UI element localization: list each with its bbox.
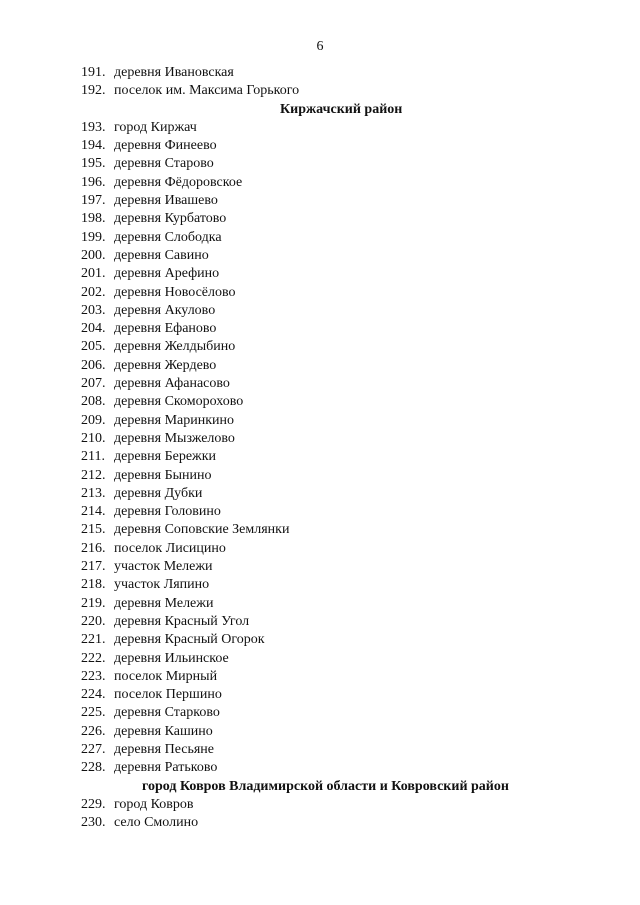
settlement-name: деревня Красный Угол xyxy=(114,613,250,629)
list-item xyxy=(0,448,640,466)
item-number: 224. xyxy=(81,687,106,703)
settlement-name: поселок Мирный xyxy=(114,668,218,684)
settlement-name: деревня Головино xyxy=(114,504,221,520)
item-number: 205. xyxy=(81,339,106,355)
list-item xyxy=(0,430,640,448)
list-item xyxy=(0,540,640,558)
item-number: 202. xyxy=(81,284,106,300)
item-number: 207. xyxy=(81,376,106,392)
list-item xyxy=(0,521,640,539)
item-number: 230. xyxy=(81,815,106,831)
list-item xyxy=(0,759,640,777)
item-number: 214. xyxy=(81,504,106,520)
item-number: 227. xyxy=(81,741,106,757)
settlement-name: участок Ляпино xyxy=(114,577,210,593)
settlement-name: деревня Мележи xyxy=(114,595,214,611)
section-heading: Киржачский район xyxy=(280,101,403,117)
item-number: 196. xyxy=(81,174,106,190)
settlement-list xyxy=(0,64,640,832)
settlement-name: деревня Курбатово xyxy=(114,211,227,227)
item-number: 222. xyxy=(81,650,106,666)
settlement-name: село Смолино xyxy=(114,815,199,831)
item-number: 198. xyxy=(81,211,106,227)
item-number: 229. xyxy=(81,796,106,812)
item-number: 194. xyxy=(81,138,106,154)
list-item xyxy=(0,796,640,814)
list-item xyxy=(0,558,640,576)
list-item xyxy=(0,174,640,192)
list-item xyxy=(0,284,640,302)
page-number: 6 xyxy=(316,39,324,54)
section-heading: город Ковров Владимирской области и Ковровский район xyxy=(142,778,509,794)
item-number: 197. xyxy=(81,193,106,209)
list-item xyxy=(0,155,640,173)
list-item xyxy=(0,375,640,393)
settlement-name: деревня Маринкино xyxy=(114,412,235,428)
settlement-name: деревня Кашино xyxy=(114,723,213,739)
settlement-name: деревня Бынино xyxy=(114,467,212,483)
list-item xyxy=(0,467,640,485)
list-item xyxy=(0,595,640,613)
list-item xyxy=(0,64,640,82)
settlement-name: поселок Першино xyxy=(114,687,222,703)
settlement-name: деревня Ратьково xyxy=(114,760,218,776)
item-number: 225. xyxy=(81,705,106,721)
settlement-name: деревня Финеево xyxy=(114,138,217,154)
item-number: 204. xyxy=(81,321,106,337)
item-number: 218. xyxy=(81,577,106,593)
settlement-name: деревня Жердево xyxy=(114,357,217,373)
settlement-name: поселок им. Максима Горького xyxy=(114,83,300,99)
item-number: 201. xyxy=(81,266,106,282)
list-item xyxy=(0,247,640,265)
item-number: 210. xyxy=(81,430,106,446)
list-item xyxy=(0,338,640,356)
list-item xyxy=(0,393,640,411)
list-item xyxy=(0,210,640,228)
list-item xyxy=(0,686,640,704)
settlement-name: деревня Красный Огорок xyxy=(114,632,265,648)
list-item xyxy=(0,137,640,155)
item-number: 215. xyxy=(81,522,106,538)
settlement-name: деревня Слободка xyxy=(114,229,222,245)
list-item xyxy=(0,265,640,283)
settlement-name: деревня Дубки xyxy=(114,485,203,501)
item-number: 200. xyxy=(81,247,106,263)
settlement-name: деревня Афанасово xyxy=(114,376,230,392)
list-item xyxy=(0,320,640,338)
settlement-name: деревня Песьяне xyxy=(114,741,215,757)
settlement-name: деревня Старково xyxy=(114,705,220,721)
settlement-name: деревня Ивановская xyxy=(114,65,234,80)
settlement-name: деревня Савино xyxy=(114,247,209,263)
settlement-name: деревня Ильинское xyxy=(114,650,229,666)
item-number: 191. xyxy=(81,65,106,80)
list-item xyxy=(0,119,640,137)
settlement-name: деревня Скоморохово xyxy=(114,394,244,410)
settlement-name: деревня Мызжелово xyxy=(114,430,235,446)
settlement-name: город Киржач xyxy=(114,119,197,135)
item-number: 206. xyxy=(81,357,106,373)
list-item xyxy=(0,357,640,375)
list-item xyxy=(0,302,640,320)
settlement-name: деревня Ефаново xyxy=(114,321,217,337)
item-number: 208. xyxy=(81,394,106,410)
list-item xyxy=(0,650,640,668)
settlement-name: деревня Арефино xyxy=(114,266,220,282)
item-number: 209. xyxy=(81,412,106,428)
item-number: 195. xyxy=(81,156,106,172)
list-item xyxy=(0,723,640,741)
settlement-name: деревня Фёдоровское xyxy=(114,174,243,190)
list-item xyxy=(0,631,640,649)
settlement-name: деревня Бережки xyxy=(114,449,217,465)
item-number: 213. xyxy=(81,485,106,501)
settlement-name: деревня Желдыбино xyxy=(114,339,236,355)
list-item xyxy=(0,613,640,631)
item-number: 217. xyxy=(81,559,106,575)
item-number: 219. xyxy=(81,595,106,611)
item-number: 216. xyxy=(81,540,106,556)
list-item xyxy=(0,741,640,759)
list-item xyxy=(0,192,640,210)
settlement-name: участок Мележи xyxy=(114,559,213,575)
list-item xyxy=(0,229,640,247)
settlement-name: город Ковров xyxy=(114,796,194,812)
item-number: 211. xyxy=(81,449,105,465)
list-item xyxy=(0,485,640,503)
list-item xyxy=(0,503,640,521)
list-item xyxy=(0,814,640,832)
list-item xyxy=(0,412,640,430)
list-item xyxy=(0,82,640,100)
settlement-name: деревня Ивашево xyxy=(114,193,218,209)
item-number: 212. xyxy=(81,467,106,483)
item-number: 192. xyxy=(81,83,106,99)
item-number: 221. xyxy=(81,632,106,648)
settlement-name: деревня Старово xyxy=(114,156,214,172)
item-number: 193. xyxy=(81,119,106,135)
settlement-name: деревня Соповские Землянки xyxy=(114,522,290,538)
list-item xyxy=(0,668,640,686)
item-number: 228. xyxy=(81,760,106,776)
list-item xyxy=(0,576,640,594)
item-number: 223. xyxy=(81,668,106,684)
item-number: 226. xyxy=(81,723,106,739)
settlement-name: деревня Новосёлово xyxy=(114,284,236,300)
list-item xyxy=(0,704,640,722)
settlement-name: поселок Лисицино xyxy=(114,540,226,556)
item-number: 203. xyxy=(81,302,106,318)
item-number: 199. xyxy=(81,229,106,245)
item-number: 220. xyxy=(81,613,106,629)
settlement-name: деревня Акулово xyxy=(114,302,216,318)
